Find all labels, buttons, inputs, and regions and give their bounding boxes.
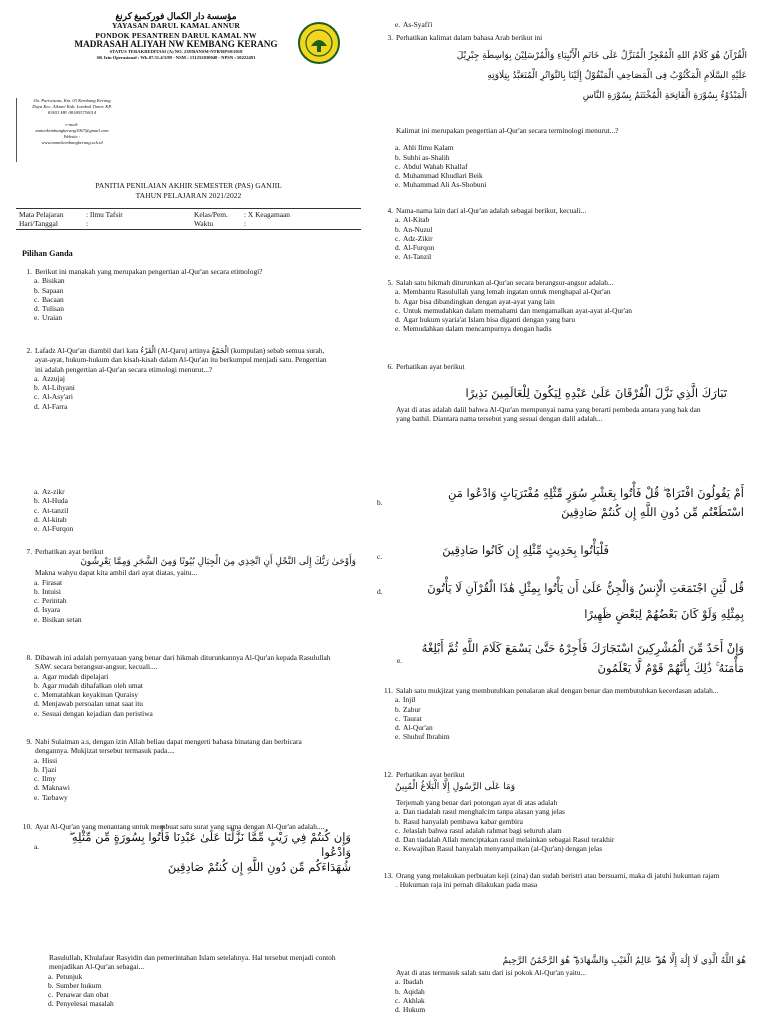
- q10-option-e-label[interactable]: e.: [397, 656, 403, 665]
- option[interactable]: c. Taurat: [395, 713, 422, 723]
- option[interactable]: a. Ibadah: [395, 977, 424, 987]
- question-text-2: Terjemah yang benar dari potongan ayat di atas adalah: [396, 798, 558, 807]
- question-9: 9. Nabi Sulaiman a.s, dengan izin Allah beliau dapat mengerti bahasa binatang dan berbicara dengannya. Mukjizat tersebut termasuk pada.... a. Hissi b. I'jazi c. Ilmy d. Maknawi e. Tarbawy: [16, 737, 336, 802]
- question-text: Salah satu mukjizat yang membutuhkan penalaran akal dengan benar dan membutuhkan kecerdasan adalah...: [396, 686, 719, 695]
- option[interactable]: b. Agar mudah dihafalkan oleh umat: [34, 680, 143, 690]
- option[interactable]: a. Dan tiadalah rasul menghalcim tanpa alasan yang jelas: [395, 807, 565, 817]
- question-13: 13. Orang yang melakukan perbuatan keji (zina) dan sudah beristri atau bersuami, maka di jatuhi hukuman rajam . Hukuman raja ini pernah dilakukan pada masa: [377, 871, 722, 890]
- question-12: 12. Perhatikan ayat berikut: [377, 770, 747, 779]
- option[interactable]: e. At-Tanzil: [395, 252, 432, 262]
- option[interactable]: e. Memudahkan dalam mencampurnya dengan hadis: [395, 324, 552, 334]
- q2-option-e[interactable]: [377, 20, 747, 29]
- q10-option-e-arabic[interactable]: وَإِنْ أَحَدٌ مِّنَ الْمُشْرِكِينَ اسْتَجَارَكَ فَأَجِرْهُ حَتَّىٰ يَسْمَعَ كَلَامَ اللَّهِ ثُمَّ أَبْلِغْهُ مَأْمَنَهُ ۚ ذَٰلِكَ بِأَنَّهُمْ قَوْمٌ لَّا يَعْلَمُونَ: [421, 641, 744, 675]
- question-text: Orang yang melakukan perbuatan keji (zina) dan sudah beristri atau bersuami, maka di jatuhi hukuman rajam . Hukuman raja ini pernah dilakukan pada masa: [396, 871, 720, 890]
- left-column: [16, 0, 361, 1009]
- option[interactable]: c. Penawar dan obat: [48, 990, 109, 1000]
- option[interactable]: b. Intuisi: [34, 586, 61, 596]
- question-5: 5. Salah satu hikmah diturunkan al-Qur'an secara berangsur-angsur adalah... a. Membantu Rasulullah yang lemah ingatan untuk menghapal al-Qur'an b. Agar bisa dibandingkan dengan ayat-ayat yang lain c. Untuk memudahkan dalam memahami dan mengamalkan ayat-ayat al-Qur'an d. Agar hukum syaria'at Islam bisa diganti dengan yang baru e. Memudahkan dalam mencampurnya dengan hadis: [377, 278, 722, 334]
- question-4: 4. Nama-nama lain dari al-Qur'an adalah sebagai berikut, kecuali... a. Al-Kitab b. An-Nuzul c. Adz-Zikir d. Al-Furqon e. At-Tanzil: [377, 206, 747, 262]
- option[interactable]: c. Al-Asy'ari: [34, 392, 73, 402]
- option[interactable]: e. As-Syafi'i: [395, 20, 433, 29]
- q10-option-d-label[interactable]: d.: [377, 587, 383, 596]
- accreditation-status: STATUS TERAKREDITASI (A) NO. 238/BANSM-NTB/RPS0/2018: [109, 49, 243, 55]
- option[interactable]: b. I'jazi: [34, 764, 57, 774]
- subject-label: Mata Pelajaran: [19, 210, 64, 219]
- pondok-name: PONDOK PESANTREN DARUL KAMAL NW: [95, 30, 257, 40]
- q10-option-b-label[interactable]: b.: [377, 498, 383, 507]
- option[interactable]: c. Ilmy: [34, 774, 56, 784]
- letterhead-text: [56, 12, 296, 61]
- question-1: 1. Berikut ini manakah yang merupakan pengertian al-Qur'an secara etimologi? a. Bisikan b. Sapaan c. Bacaan d. Tulisan e. Uraian: [16, 267, 356, 323]
- letterhead: [16, 0, 361, 100]
- option[interactable]: c. At-tanzil: [34, 505, 69, 515]
- option[interactable]: a. Ahli Ilmu Kalam: [395, 143, 454, 153]
- question-text: Rasulullah, Khulafaur Rasyidin dan pemerintahan Islam setelahnya. Hal tersebut menjadi contoh menjadikan Al-Qur'an sebagai...: [49, 953, 336, 972]
- option[interactable]: b. Al-Lihyani: [34, 383, 75, 393]
- question-2: 2. Lafadz Al-Qur'an diambil dari kata الْقَرْءُ (Al-Qaru) artinya الْجَمْعُ (kumpulan) sebab semua surah, ayat-ayat, hukum-hukum dan kisah-kisah dalam Al-Qur'an itu berkumpul menjadi satu. Pengertian ini adalah pengertian al-Qur'an secara etimologi menurut...? a. Azzujaj b. Al-Lihyani c. Al-Asy'ari d. Al-Farra: [16, 346, 336, 411]
- option[interactable]: c. Bacaan: [34, 294, 64, 304]
- operational-license: SK Izin Operasional : Wk.07.51.4/3/89 - NSM : 131252030048 - NPSN : 50222491: [96, 55, 256, 61]
- q10-option-b-arabic[interactable]: أَمْ يَقُولُونَ افْتَرَاهُ ۖ قُلْ فَأْتُوا بِعَشْرِ سُوَرٍ مِّثْلِهِ مُفْتَرَيَاتٍ وَادْعُوا مَنِ اسْتَطَعْتُم مِّن دُونِ اللَّهِ إِن كُنتُمْ صَادِقِينَ: [447, 486, 744, 519]
- option[interactable]: a. Membantu Rasulullah yang lemah ingatan untuk menghapal al-Qur'an: [395, 287, 611, 297]
- question-text: Salah satu hikmah diturunkan al-Qur'an secara berangsur-angsur adalah...: [396, 278, 614, 287]
- option[interactable]: d. Isyara: [34, 605, 61, 615]
- option[interactable]: e. Sesuai dengan kejadian dan peristiwa: [34, 708, 153, 718]
- question-text: Ayat Al-Qur'an yang menantang untuk membuat satu surat yang sama dengan Al-Qur'an adalah....: [35, 822, 325, 831]
- option[interactable]: a. Al-Kitab: [395, 215, 430, 225]
- question-text: Perhatikan kalimat dalam bahasa Arab berikut ini: [396, 33, 543, 42]
- option[interactable]: b. Al-Huda: [34, 496, 68, 506]
- address-divider: [16, 98, 17, 162]
- question-text: Ayat di atas termasuk salah satu dari isi pokok Al-Qur'an yaitu...: [396, 968, 587, 977]
- option[interactable]: d. Menjawab persoalan umat saat itu: [34, 699, 143, 709]
- option[interactable]: d. Hukum: [395, 1005, 426, 1015]
- option[interactable]: e. Tarbawy: [34, 792, 68, 802]
- foundation-name: YAYASAN DARUL KAMAL ANNUR: [112, 21, 240, 31]
- question-12-prompt: [377, 798, 747, 854]
- option[interactable]: e. Bisikan setan: [34, 614, 82, 624]
- option[interactable]: d. Penyelesai masalah: [48, 999, 114, 1009]
- q10-option-c-arabic[interactable]: فَلْيَأْتُوا بِحَدِيثٍ مِّثْلِهِ إِن كَانُوا صَادِقِينَ: [442, 543, 609, 557]
- option[interactable]: d. Al-Farra: [34, 401, 68, 411]
- option[interactable]: c. Jelaslah bahwa rasul adalah rahmat bagi seluruh alam: [395, 825, 562, 835]
- question-text: Perhatikan ayat berikut: [35, 547, 104, 556]
- subject-value: : Ilmu Tafsir: [86, 210, 123, 219]
- option[interactable]: a. Azzujaj: [34, 373, 65, 383]
- option[interactable]: a. Az-zikr: [34, 487, 65, 496]
- option[interactable]: c. Mematahkan keyakinan Quraisy: [34, 690, 139, 700]
- question-text-2: Makna wahyu dapat kita ambil dari ayat diatas, yaitu...: [35, 568, 198, 578]
- option[interactable]: d. Agar hukum syaria'at Islam bisa diganti dengan yang baru: [395, 315, 576, 325]
- option[interactable]: e. Uraian: [34, 313, 63, 323]
- question-text: Lafadz Al-Qur'an diambil dari kata الْقَرْءُ (Al-Qaru) artinya الْجَمْعُ (kumpulan) sebab semua surah, ayat-ayat, hukum-hukum dan kisah-kisah dalam Al-Qur'an itu berkumpul menjadi satu. Pengertian ini adalah pengertian al-Qur'an secara etimologi menurut...?: [35, 346, 327, 374]
- option[interactable]: a. Injil: [395, 695, 416, 705]
- option[interactable]: e. Muhammad Ali As-Shobuni: [395, 180, 487, 190]
- option[interactable]: e. Al-Furqon: [34, 524, 74, 534]
- question-text: Nama-nama lain dari al-Qur'an adalah sebagai berikut, kecuali...: [396, 206, 587, 215]
- option[interactable]: d. Tulisan: [34, 304, 64, 314]
- exam-info-table: [16, 208, 361, 230]
- option[interactable]: c. Akhlak: [395, 995, 425, 1005]
- q12-arabic-verse: وَمَا عَلَى الرَّسُولِ إِلَّا الْبَلَاغُ الْمُبِينُ: [395, 782, 516, 792]
- class-value: : X Keagamaan: [244, 210, 290, 219]
- arabic-definition: الْقُرْآنُ هُوَ كَلَامُ اللهِ الْمُعْجِزُ الْمُنَزَّلُ عَلَى خَاتَمِ الْأَنْبِيَاءِ وَالْمُرْسَلِيْنَ بِوَاسِطَةِ جِبْرِيْلَ عَلَيْهِ السَّلَامِ الْمَكْتُوْبُ فِى الْمَصَاحِفِ الْمَنْقُوْلُ إِلَيْنَا بِالتَّوَاتُرِ الْمُتَعَبَّدُ بِتِلَاوَتِهِ الْمَبْدُوْءُ بِسُوْرَةِ الْفَاتِحَةِ الْمُخْتَتَمُ بِسُوْرَةِ النَّاسِ: [456, 51, 747, 102]
- option[interactable]: c. Perintah: [34, 596, 67, 606]
- question-3-prompt: [377, 126, 747, 190]
- question-text: Perhatikan ayat berikut: [396, 362, 465, 371]
- q6-arabic-verse: تَبَارَكَ الَّذِي نَزَّلَ الْفُرْقَانَ عَلَىٰ عَبْدِهِ لِيَكُونَ لِلْعَالَمِينَ نَذِيرًا: [465, 386, 727, 400]
- time-value: :: [244, 219, 247, 228]
- question-options-continued: [16, 487, 336, 533]
- option[interactable]: a. Hissi: [34, 755, 58, 765]
- question-text: Nabi Sulaiman a.s, dengan izin Allah beliau dapat mengerti bahasa binatang dan berbicara dengannya. Mukjizat tersebut termasuk pada....: [35, 737, 302, 756]
- school-address: Jln. Pariwisata, Km. 03 Kembang Kerang Daya Kec. Aikmel Kab. Lombok Timur. KP. 83653 HP. 081803750014 e-mail: mainekembangkerang1967@gmail.com Website : www.manekembangkerang.sch.id: [32, 98, 112, 145]
- option[interactable]: c. Abdul Wahab Khallaf: [395, 161, 468, 171]
- q10-option-d-arabic[interactable]: قُل لَّئِنِ اجْتَمَعَتِ الْإِنسُ وَالْجِنُّ عَلَىٰ أَن يَأْتُوا بِمِثْلِ هَٰذَا الْقُرْآنِ لَا يَأْتُونَ بِمِثْلِهِ وَلَوْ كَانَ بَعْضُهُمْ لِبَعْضٍ ظَهِيرًا: [427, 581, 744, 621]
- option[interactable]: b. Zabur: [395, 704, 421, 714]
- option[interactable]: b. Sapaan: [34, 285, 64, 295]
- option[interactable]: c. Untuk memudahkan dalam memahami dan mengamalkan ayat-ayat al-Qur'an: [395, 305, 632, 315]
- arabic-foundation: مؤسسة دار الكمال فوركمبغ كرنغ: [115, 11, 237, 21]
- bottom-arabic-verse: هُوَ اللَّهُ الَّذِي لَا إِلَٰهَ إِلَّا هُوَ ۖ عَالِمُ الْغَيْبِ وَالشَّهَادَةِ ۖ هُوَ الرَّحْمَٰنُ الرَّحِيمُ: [502, 956, 746, 966]
- class-label: Kelas/Pem.: [194, 210, 228, 219]
- option[interactable]: d. Muhammad Khudlari Beik: [395, 171, 483, 181]
- option[interactable]: c. Adz-Zikir: [395, 233, 433, 243]
- option[interactable]: a. Bisikan: [34, 276, 65, 286]
- option[interactable]: b. Aqidah: [395, 986, 425, 996]
- question-11: 11. Salah satu mukjizat yang membutuhkan penalaran akal dengan benar dan membutuhkan kecerdasan adalah... a. Injil b. Zabur c. Taurat d. Al-Qur'an e. Shuhuf Ibrahim: [377, 686, 722, 742]
- question-continued-bottom: [16, 953, 336, 1009]
- question-text-2: Kalimat ini merupakan pengertian al-Qur'an secara terminologi menurut...?: [396, 126, 619, 135]
- option[interactable]: d. Maknawi: [34, 783, 70, 793]
- question-6-prompt: [377, 405, 712, 424]
- exam-title: PANITIA PENILAIAN AKHIR SEMESTER (PAS) GANJIL TAHUN PELAJARAN 2021/2022: [95, 181, 282, 200]
- question-text: Berikut ini manakah yang merupakan pengertian al-Qur'an secara etimologi?: [35, 267, 263, 276]
- question-text: Dibawah ini adalah pernyataan yang benar dari hikmah diturunkannya Al-Qur'an kepada Rasulullah SAW. secara berangsur-angsur, kecuali....: [35, 653, 331, 672]
- question-text-2: Ayat di atas adalah dalil bahwa Al-Qur'an mempunyai nama yang berarti pembeda antara yang hak dan yang bathil. Diantara nama tersebut yang sesuai dengan dalil adalah...: [396, 405, 701, 424]
- time-label: Waktu: [194, 219, 214, 228]
- option[interactable]: b. Rasul hanyalah pembawa kabar gembira: [395, 816, 523, 826]
- arabic-verse: وَأَوْحَىٰ رَبُّكَ إِلَى النَّحْلِ أَنِ اتَّخِذِي مِنَ الْجِبَالِ بُيُوتًا وَمِنَ الشَّجَرِ وَمِمَّا يَعْرِشُونَ: [80, 557, 356, 568]
- day-value: :: [86, 219, 89, 228]
- q10-option-a-arabic[interactable]: وَإِن كُنتُمْ فِي رَيْبٍ مِّمَّا نَزَّلْنَا عَلَىٰ عَبْدِنَا فَأْتُوا بِسُورَةٍ مِّن مِّثْلِهِ ۖ وَادْعُوا شُهَدَاءَكُم مِّن دُونِ اللَّهِ إِن كُنتُمْ صَادِقِينَ: [69, 830, 351, 874]
- option[interactable]: a. Firasat: [34, 577, 63, 587]
- option[interactable]: d. Al-Qur'an: [395, 723, 433, 733]
- option[interactable]: b. An-Nuzul: [395, 224, 433, 234]
- question-6: 6. Perhatikan ayat berikut: [377, 362, 747, 371]
- question-7: 7. Perhatikan ayat berikut وَأَوْحَىٰ رَبُّكَ إِلَى النَّحْلِ أَنِ اتَّخِذِي مِنَ الْجِبَالِ بُيُوتًا وَمِنَ الشَّجَرِ وَمِمَّا يَعْرِشُونَ Makna wahyu dapat kita ambil dari ayat diatas, yaitu... a. Firasat b. Intuisi c. Perintah d. Isyara e. Bisikan setan: [26, 547, 356, 624]
- q10-option-a-label[interactable]: a.: [34, 842, 40, 851]
- question-text: Perhatikan ayat berikut: [396, 770, 465, 779]
- option[interactable]: d. Dan tiadalah Allah menciptakan rasul melainkan sebagai Rasul terakhir: [395, 835, 615, 845]
- option[interactable]: b. Agar bisa dibandingkan dengan ayat-ayat yang lain: [395, 296, 555, 306]
- option[interactable]: e. Kewajiban Rasul hanyalah menyampaikan (al-Qur'an) dengan jelas: [395, 844, 603, 854]
- section-title: Pilihan Ganda: [22, 249, 73, 258]
- day-label: Hari/Tanggal: [19, 219, 58, 228]
- q10-option-c-label[interactable]: c.: [377, 552, 383, 561]
- school-logo-icon: [298, 22, 340, 64]
- option[interactable]: e. Shuhuf Ibrahim: [395, 732, 450, 742]
- option[interactable]: a. Petunjuk: [48, 971, 83, 981]
- option[interactable]: a. Agar mudah dipelajari: [34, 671, 109, 681]
- question-3: 3. Perhatikan kalimat dalam bahasa Arab berikut ini الْقُرْآنُ هُوَ كَلَامُ اللهِ الْمُعْجِزُ الْمُنَزَّلُ عَلَى خَاتَمِ الْأَنْبِيَاءِ وَالْمُرْسَلِيْنَ بِوَاسِطَةِ جِبْرِيْلَ عَلَيْهِ السَّلَامِ الْمَكْتُوْبُ فِى الْمَصَاحِفِ الْمَنْقُوْلُ إِلَيْنَا بِالتَّوَاتُرِ الْمُتَعَبَّدُ بِتِلَاوَتِهِ الْمَبْدُوْءُ بِسُوْرَةِ الْفَاتِحَةِ الْمُخْتَتَمُ بِسُوْرَةِ النَّاسِ: [377, 33, 747, 106]
- school-name: MADRASAH ALIYAH NW KEMBANG KERANG: [74, 38, 278, 49]
- option[interactable]: d. Al-kitab: [34, 514, 67, 524]
- question-8: 8. Dibawah ini adalah pernyataan yang benar dari hikmah diturunkannya Al-Qur'an kepada Rasulullah SAW. secara berangsur-angsur, kecuali.... a. Agar mudah dipelajari b. Agar mudah dihafalkan oleh umat c. Mematahkan keyakinan Quraisy d. Menjawab persoalan umat saat itu e. Sesuai dengan kejadian dan peristiwa: [16, 653, 336, 718]
- option[interactable]: d. Al-Furqon: [395, 243, 435, 253]
- option[interactable]: b. Subhi as-Shalih: [395, 152, 450, 162]
- option[interactable]: b. Sumber hukum: [48, 980, 102, 990]
- question-continued-right-bottom: [377, 968, 747, 1014]
- question-10: 10. Ayat Al-Qur'an yang menantang untuk membuat satu surat yang sama dengan Al-Qur'an adalah....: [16, 822, 356, 831]
